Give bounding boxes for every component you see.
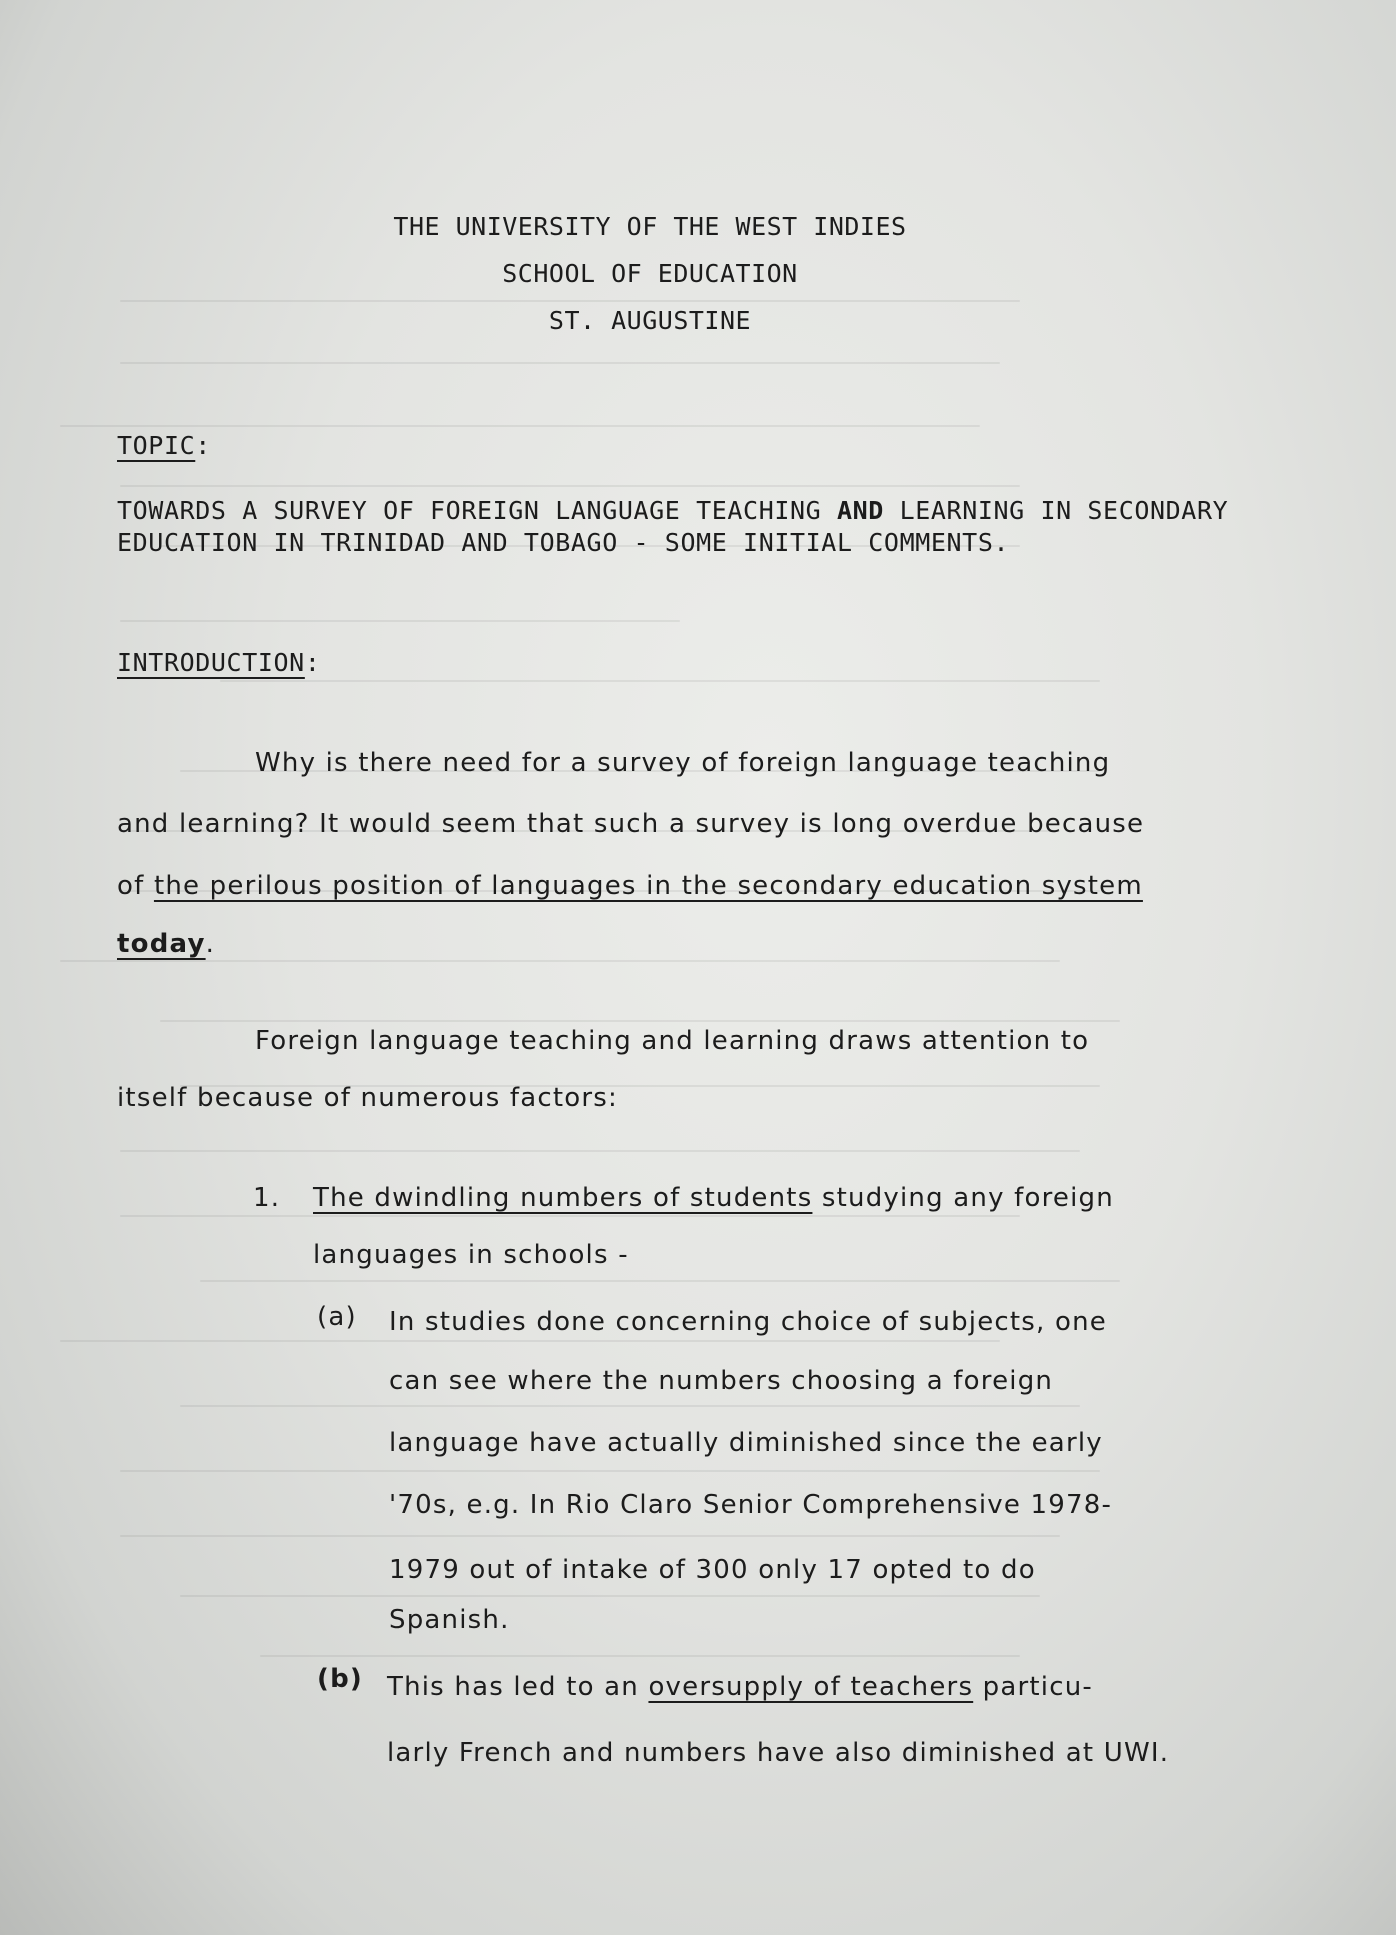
introduction-heading — [117, 648, 320, 677]
topic-title-line-1 — [117, 496, 1228, 525]
subitem-b-text-post: particu- — [973, 1672, 1093, 1702]
underlined-perilous-position: the perilous position of languages in the secondary education system — [153, 871, 1143, 901]
subitem-a-line-1: In studies done concerning choice of subjects, one — [389, 1307, 1107, 1337]
subitem-b-line-2: larly French and numbers have also diminished at UWI. — [387, 1738, 1170, 1768]
intro-period: . — [205, 929, 216, 959]
factor-1-line-2: languages in schools - — [313, 1240, 629, 1270]
intro-paragraph-2-line-2: itself because of numerous factors: — [117, 1083, 619, 1113]
subitem-a-marker: (a) — [317, 1302, 357, 1332]
header-university: THE UNIVERSITY OF THE WEST INDIES — [393, 212, 907, 241]
topic-title-line-2: EDUCATION IN TRINIDAD AND TOBAGO - SOME INITIAL COMMENTS. — [117, 528, 1010, 557]
subitem-b-line-1 — [387, 1672, 1093, 1702]
subitem-a-line-3: language have actually diminished since the early — [389, 1428, 1103, 1458]
introduction-label: INTRODUCTION — [117, 648, 305, 677]
intro-paragraph-1-line-2: and learning? It would seem that such a survey is long overdue because — [117, 809, 1145, 839]
factor-1-text: studying any foreign — [812, 1183, 1114, 1213]
subitem-b-text-pre: This has led to an — [387, 1672, 649, 1702]
topic-colon: : — [195, 431, 211, 460]
subitem-a-line-2: can see where the numbers choosing a foreign — [389, 1366, 1054, 1396]
topic-title-and: AND — [836, 496, 884, 525]
factor-1-number: 1. — [253, 1183, 281, 1213]
topic-title-part-2: LEARNING IN SECONDARY — [883, 496, 1229, 525]
subitem-a-line-6: Spanish. — [389, 1605, 510, 1635]
intro-text: of — [117, 871, 154, 901]
intro-paragraph-1-line-3 — [117, 871, 1143, 901]
header-campus: ST. AUGUSTINE — [548, 306, 752, 335]
topic-label: TOPIC — [117, 431, 196, 460]
topic-title-part-1: TOWARDS A SURVEY OF FOREIGN LANGUAGE TEACHING — [117, 496, 837, 525]
topic-heading — [117, 431, 211, 460]
factor-1-line-1 — [313, 1183, 1114, 1213]
underlined-today: today — [117, 929, 206, 959]
reverse-side-bleed-through — [60, 140, 1240, 1840]
subitem-a-line-4: '70s, e.g. In Rio Claro Senior Comprehensive 1978- — [389, 1490, 1113, 1520]
intro-paragraph-1-line-4 — [117, 929, 215, 959]
introduction-colon: : — [304, 648, 321, 677]
intro-paragraph-1-line-1: Why is there need for a survey of foreign language teaching — [255, 748, 1111, 778]
subitem-b-marker: (b) — [317, 1664, 363, 1694]
underlined-dwindling-numbers: The dwindling numbers of students — [313, 1183, 813, 1213]
subitem-a-line-5: 1979 out of intake of 300 only 17 opted to do — [389, 1555, 1036, 1585]
intro-paragraph-2-line-1: Foreign language teaching and learning draws attention to — [255, 1026, 1090, 1056]
header-school: SCHOOL OF EDUCATION — [502, 259, 798, 288]
underlined-oversupply: oversupply of teachers — [648, 1672, 974, 1702]
